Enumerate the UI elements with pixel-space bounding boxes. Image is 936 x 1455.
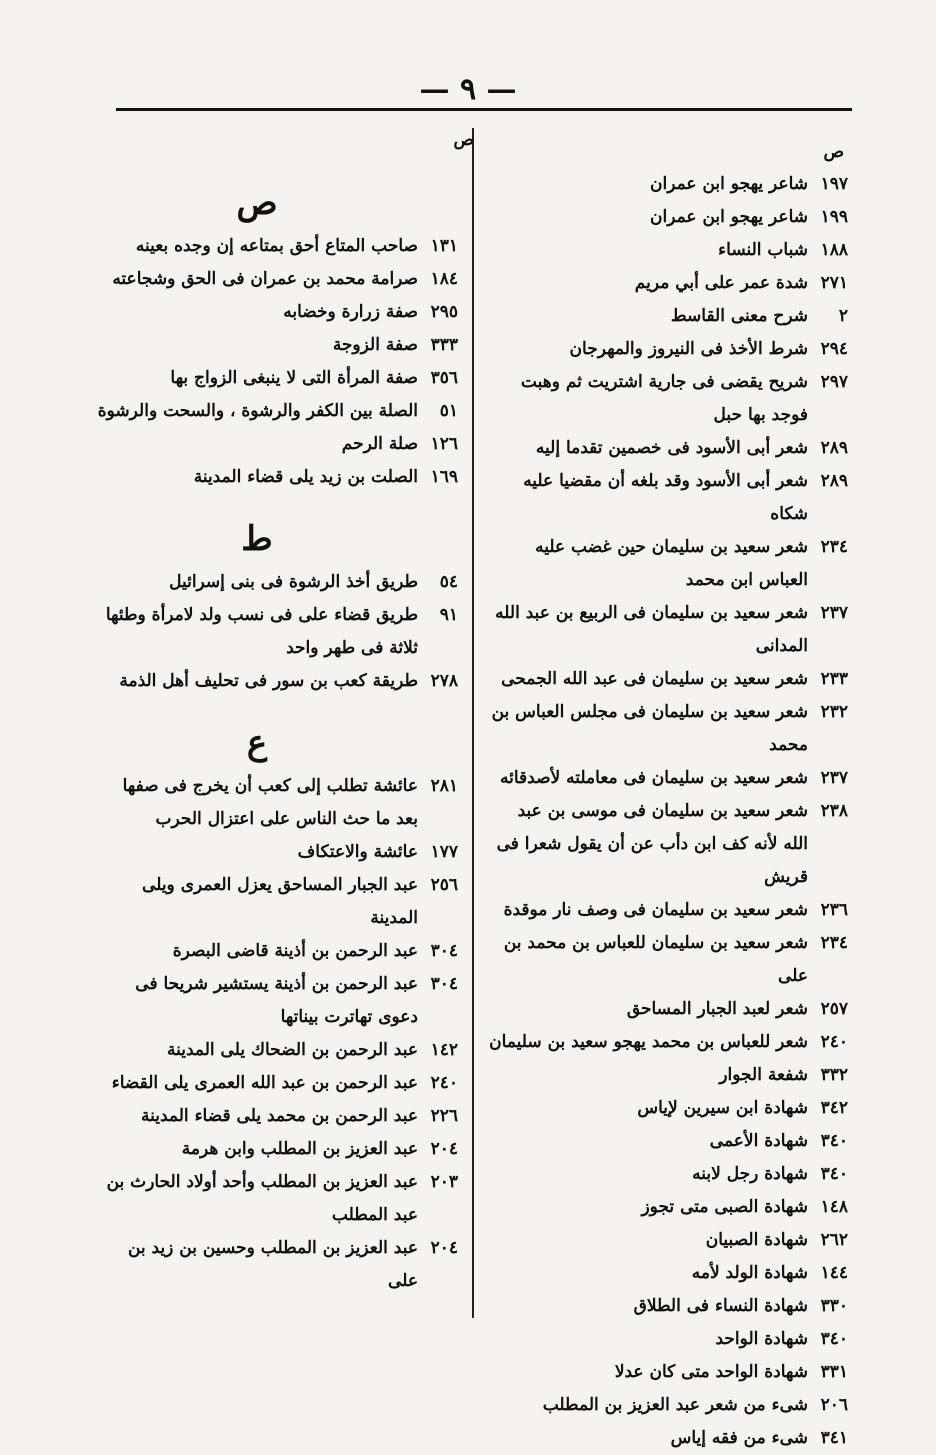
entry-text: عبد العزيز بن المطلب وحسين بن زيد بن على <box>127 1238 418 1291</box>
page-ref: ١٦٩ <box>430 467 458 487</box>
index-entry <box>96 1133 458 1166</box>
index-entry <box>488 1191 848 1224</box>
page-ref: ٢٥٧ <box>820 999 848 1019</box>
index-entry <box>488 1290 848 1323</box>
section-letter: ص <box>236 183 278 223</box>
page-ref: ٢٣٤ <box>820 537 848 557</box>
entry-text: شرط الأخذ فى النيروز والمهرجان <box>569 339 808 359</box>
right-column-header: ص <box>823 142 844 162</box>
page-ref: ٢٣٣ <box>820 669 848 689</box>
entry-text: طريق أخذ الرشوة فى بنى إسرائيل <box>169 572 418 592</box>
index-entry <box>488 432 848 465</box>
page-ref: ٢٧٨ <box>430 671 458 691</box>
entry-text: طريقة كعب بن سور فى تحليف أهل الذمة <box>119 671 418 691</box>
entry-text: الصلة بين الكفر والرشوة ، والسحت والرشوة <box>97 401 418 421</box>
entry-text: شعر سعيد بن سليمان فى وصف نار موقدة <box>503 900 808 920</box>
index-entry <box>488 1059 848 1092</box>
page-ref: ٢٠٦ <box>820 1395 848 1415</box>
page-number: — ٩ — <box>419 72 517 107</box>
section-letter: ع <box>246 723 268 763</box>
index-entry <box>488 1092 848 1125</box>
page-ref: ٢٠٤ <box>430 1139 458 1159</box>
entry-text: شهادة النساء فى الطلاق <box>633 1296 808 1316</box>
index-entry <box>488 795 848 894</box>
index-entry <box>96 599 458 665</box>
page-ref: ٢٧١ <box>820 273 848 293</box>
entry-text: عبد الرحمن بن أذينة يستشير شريحا فى دعوى تهاترت بيناتها <box>135 974 418 1027</box>
page-ref: ١٩٧ <box>820 174 848 194</box>
index-entry <box>488 1422 848 1455</box>
index-entry <box>488 762 848 795</box>
index-entry <box>488 1224 848 1257</box>
page-ref: ١٨٨ <box>820 240 848 260</box>
index-entry <box>488 366 848 432</box>
page-ref: ٥٤ <box>439 572 458 592</box>
entry-text: شاعر يهجو ابن عمران <box>650 207 808 227</box>
right-column <box>488 168 848 1455</box>
section-gap <box>96 698 458 716</box>
index-entry <box>96 1067 458 1100</box>
entry-text: شىء من شعر عبد العزيز بن المطلب <box>542 1395 808 1415</box>
page-ref: ٢٣٤ <box>820 933 848 953</box>
index-entry <box>96 770 458 836</box>
index-entry <box>488 267 848 300</box>
left-column-header: ص <box>453 130 474 150</box>
index-entry <box>96 461 458 494</box>
entry-text: شعر سعيد بن سليمان حين غضب عليه العباس ابن محمد <box>535 537 808 590</box>
entry-text: عبد الرحمن بن محمد يلى قضاء المدينة <box>141 1106 418 1126</box>
page-ref: ٣٤٢ <box>820 1098 848 1118</box>
header-rule <box>116 108 852 111</box>
page-ref: ٣٤٠ <box>820 1329 848 1349</box>
entry-text: شعر سعيد بن سليمان فى عبد الله الجمحى <box>501 669 808 689</box>
page-ref: ١٤٢ <box>430 1040 458 1060</box>
index-entry <box>488 696 848 762</box>
entry-text: شعر سعيد بن سليمان فى معاملته لأصدقائه <box>500 768 808 788</box>
entry-text: شفعة الجوار <box>719 1065 808 1085</box>
page-ref: ١٧٧ <box>430 842 458 862</box>
page-ref: ١٤٨ <box>820 1197 848 1217</box>
page-ref: ١٨٤ <box>430 269 458 289</box>
page-ref: ١٤٤ <box>820 1263 848 1283</box>
page-ref: ٢٠٣ <box>430 1172 458 1192</box>
index-entry <box>488 1257 848 1290</box>
entry-text: شهادة الصبيان <box>705 1230 808 1250</box>
page-ref: ٢٩٥ <box>430 302 458 322</box>
page-ref: ٢٩٤ <box>820 339 848 359</box>
index-entry <box>488 333 848 366</box>
entry-text: شريح يقضى فى جارية اشتريت ثم وهبت فوجد بها حبل <box>520 372 808 425</box>
page-ref: ٣٤٠ <box>820 1164 848 1184</box>
entry-text: صفة زرارة وخضابه <box>283 302 418 322</box>
page-ref: ٢٤٠ <box>430 1073 458 1093</box>
entry-text: شعر سعيد بن سليمان فى الربيع بن عبد الله المدانى <box>495 603 808 656</box>
entry-text: شهادة الواحد متى كان عدلا <box>614 1362 808 1382</box>
column-divider <box>472 128 474 1318</box>
index-entry <box>96 869 458 935</box>
entry-text: عبد العزيز بن المطلب وابن هرمة <box>181 1139 418 1159</box>
page-ref: ٥١ <box>439 401 458 421</box>
page-ref: ٣٤٠ <box>820 1131 848 1151</box>
entry-text: شعر للعباس بن محمد يهجو سعيد بن سليمان <box>489 1032 808 1052</box>
page-ref: ٢٣٧ <box>820 603 848 623</box>
index-entry <box>96 566 458 599</box>
page-ref: ٢٤٠ <box>820 1032 848 1052</box>
index-entry <box>488 1026 848 1059</box>
index-entry <box>96 836 458 869</box>
page-ref: ٣٣٠ <box>820 1296 848 1316</box>
index-entry <box>488 300 848 333</box>
index-entry <box>96 935 458 968</box>
index-entry <box>488 531 848 597</box>
entry-text: صلة الرحم <box>341 434 418 454</box>
entry-text: شهادة الأعمى <box>709 1131 808 1151</box>
page-ref: ١٩٩ <box>820 207 848 227</box>
index-entry <box>488 1158 848 1191</box>
index-entry <box>96 968 458 1034</box>
index-entry <box>96 395 458 428</box>
entry-text: شهادة رجل لابنه <box>692 1164 808 1184</box>
entry-text: عبد الجبار المساحق يعزل العمرى ويلى المدينة <box>142 875 418 928</box>
entry-text: شرح معنى القاسط <box>670 306 808 326</box>
page-ref: ٢٣٧ <box>820 768 848 788</box>
entry-text: شىء من فقه إياس <box>670 1428 808 1448</box>
entry-text: عبد الرحمن بن عبد الله العمرى يلى القضاء <box>111 1073 418 1093</box>
index-entry <box>96 1166 458 1232</box>
page-ref: ١٢٦ <box>430 434 458 454</box>
page-ref: ٢٣٦ <box>820 900 848 920</box>
index-entry <box>96 428 458 461</box>
index-entry <box>488 663 848 696</box>
page-ref: ٢٠٤ <box>430 1238 458 1258</box>
index-entry <box>96 263 458 296</box>
index-entry <box>488 927 848 993</box>
page-ref: ٢٢٦ <box>430 1106 458 1126</box>
page-ref: ٣٠٤ <box>430 941 458 961</box>
index-entry <box>488 1389 848 1422</box>
index-entry <box>488 1356 848 1389</box>
page-ref: ٣٣٢ <box>820 1065 848 1085</box>
page-ref: ٢٥٦ <box>430 875 458 895</box>
page-ref: ٢ <box>838 306 848 326</box>
entry-text: عائشة تطلب إلى كعب أن يخرج فى صفها بعد ما حث الناس على اعتزال الحرب <box>122 776 418 829</box>
entry-text: عبد الرحمن بن أذينة قاضى البصرة <box>172 941 418 961</box>
entry-text: شهادة الصبى متى تجوز <box>641 1197 808 1217</box>
section-gap <box>96 494 458 512</box>
left-column <box>96 176 458 1298</box>
index-entry <box>488 234 848 267</box>
entry-text: شدة عمر على أبي مريم <box>634 273 808 293</box>
index-entry <box>488 597 848 663</box>
entry-text: شعر أبى الأسود فى خصمين تقدما إليه <box>535 438 808 458</box>
entry-text: عبد الرحمن بن الضحاك يلى المدينة <box>167 1040 418 1060</box>
index-entry <box>96 296 458 329</box>
page-ref: ٩١ <box>439 605 458 625</box>
index-entry <box>96 1100 458 1133</box>
page-ref: ٣٣٣ <box>430 335 458 355</box>
entry-text: شاعر يهجو ابن عمران <box>650 174 808 194</box>
entry-text: عائشة والاعتكاف <box>297 842 418 862</box>
entry-text: شعر لعبد الجبار المساحق <box>626 999 808 1019</box>
index-entry <box>96 1232 458 1298</box>
index-entry <box>96 329 458 362</box>
entry-text: صفة المرأة التى لا ينبغى الزواج بها <box>170 368 418 388</box>
entry-text: الصلت بن زيد يلى قضاء المدينة <box>193 467 418 487</box>
entry-text: شعر سعيد بن سليمان فى مجلس العباس بن محمد <box>491 702 808 755</box>
page-ref: ٣٥٦ <box>430 368 458 388</box>
entry-text: شعر أبى الأسود وقد بلغه أن مقضيا عليه شكاه <box>523 471 808 524</box>
section-letter: ط <box>241 519 273 559</box>
page-ref: ٢٩٧ <box>820 372 848 392</box>
index-entry <box>488 1323 848 1356</box>
index-entry <box>488 993 848 1026</box>
entry-text: شهادة ابن سيرين لإياس <box>637 1098 808 1118</box>
entry-text: صرامة محمد بن عمران فى الحق وشجاعته <box>112 269 418 289</box>
page-ref: ٢٨٩ <box>820 471 848 491</box>
index-entry <box>96 1034 458 1067</box>
index-entry <box>488 1125 848 1158</box>
page-ref: ٣٤١ <box>820 1428 848 1448</box>
entry-text: شعر سعيد بن سليمان للعباس بن محمد بن على <box>503 933 808 986</box>
page-ref: ٢٣٢ <box>820 702 848 722</box>
entry-text: شهادة الواحد <box>715 1329 808 1349</box>
index-entry <box>96 665 458 698</box>
index-entry <box>96 362 458 395</box>
entry-text: شعر سعيد بن سليمان فى موسى بن عبد الله لأنه كف ابن دأب عن أن يقول شعرا فى قريش <box>496 801 808 887</box>
index-entry <box>488 465 848 531</box>
entry-text: عبد العزيز بن المطلب وأحد أولاد الحارث بن عبد المطلب <box>106 1172 418 1225</box>
entry-text: صاحب المتاع أحق بمتاعه إن وجده بعينه <box>135 236 418 256</box>
index-entry <box>488 894 848 927</box>
page-ref: ٣٠٤ <box>430 974 458 994</box>
page-ref: ٢٣٨ <box>820 801 848 821</box>
page-ref: ٢٨٩ <box>820 438 848 458</box>
index-entry <box>488 168 848 201</box>
page-ref: ٢٨١ <box>430 776 458 796</box>
index-entry <box>488 201 848 234</box>
index-entry <box>96 230 458 263</box>
entry-text: طريق قضاء على فى نسب ولد لامرأة وطئها ثلاثة فى طهر واحد <box>105 605 418 658</box>
entry-text: شهادة الولد لأمه <box>691 1263 808 1283</box>
entry-text: صفة الزوجة <box>332 335 418 355</box>
page-ref: ١٣١ <box>430 236 458 256</box>
page-ref: ٣٣١ <box>820 1362 848 1382</box>
page-ref: ٢٦٢ <box>820 1230 848 1250</box>
entry-text: شباب النساء <box>718 240 808 260</box>
